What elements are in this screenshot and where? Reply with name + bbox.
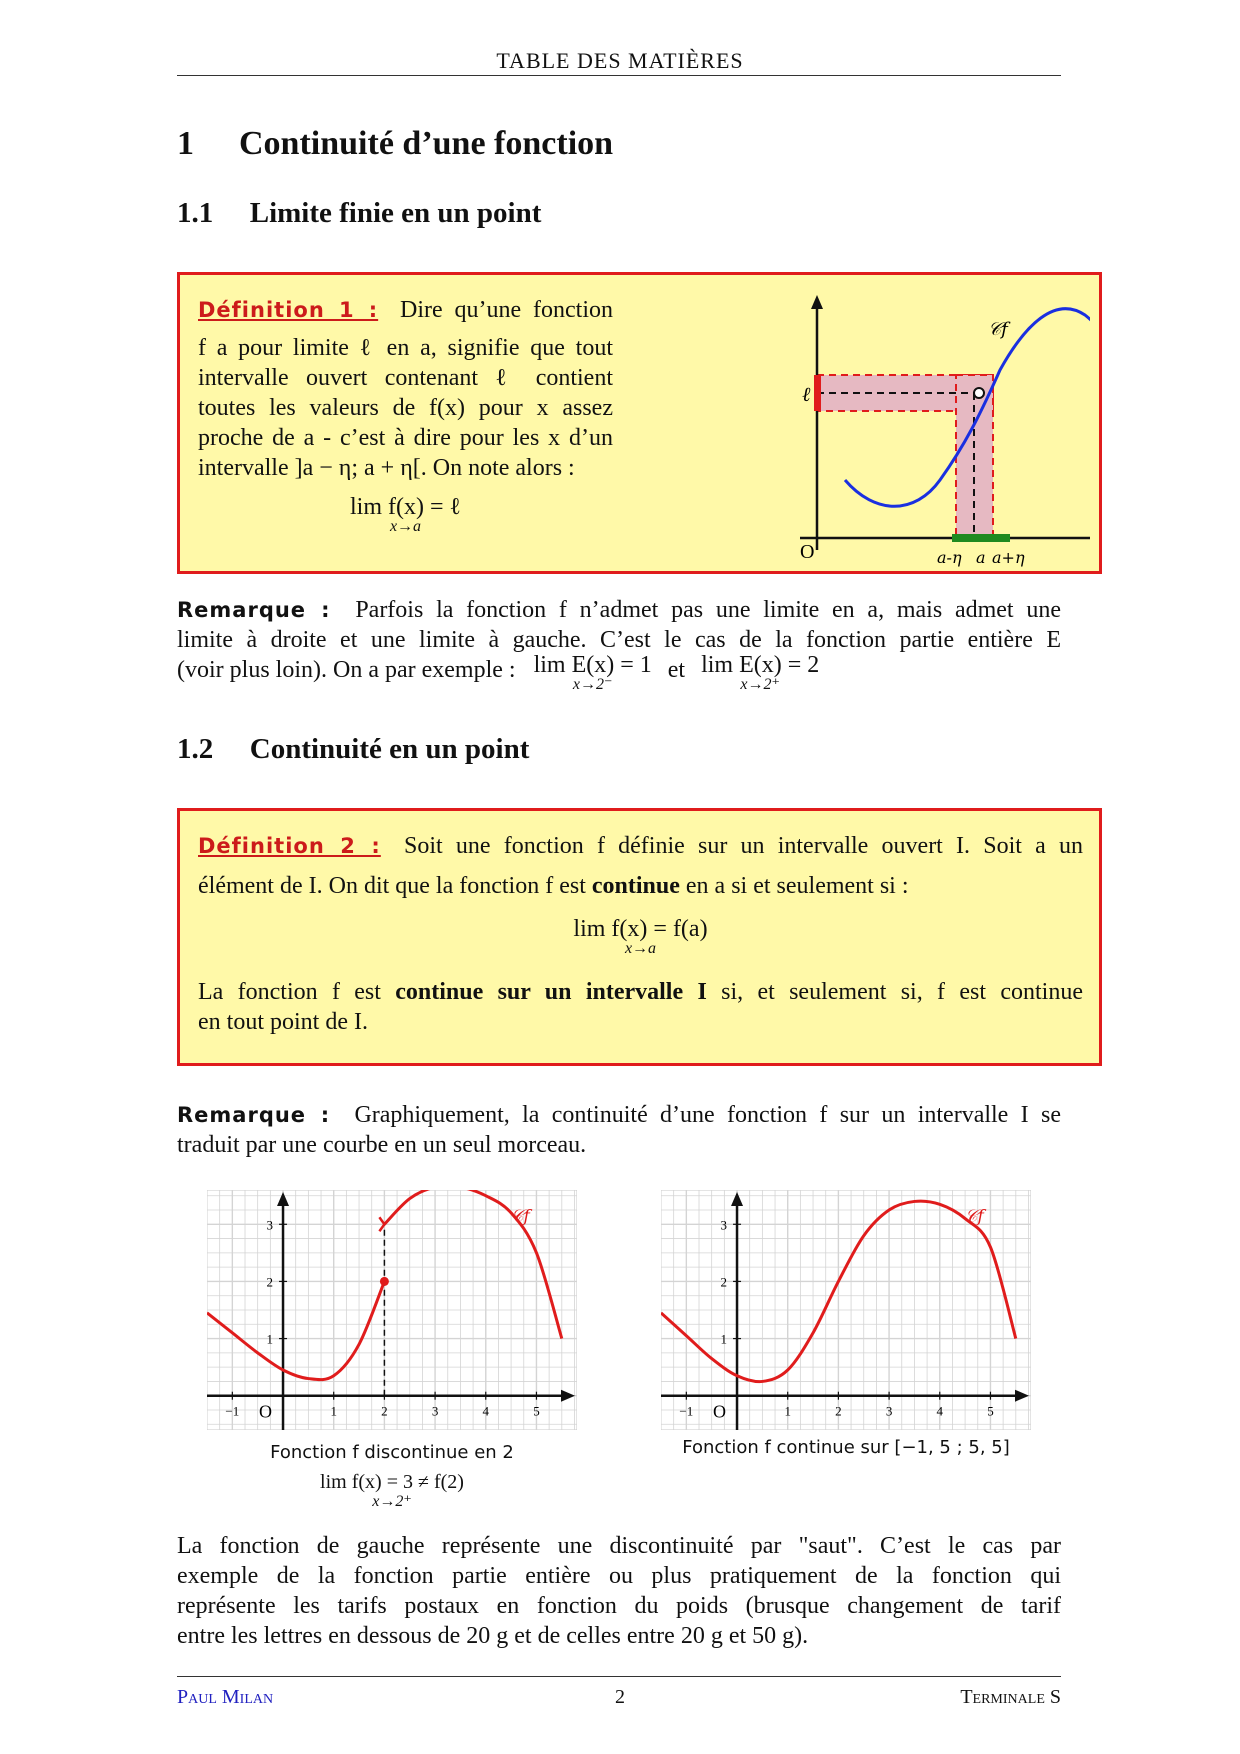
x-tick-label: 3 (431, 1403, 439, 1419)
graph-left-formula (207, 1472, 577, 1512)
remark-1-line: Parfois la fonction f n’admet pas une limite en a, mais admet une (355, 597, 1062, 623)
remark-1-limit-left: lim E(x) = 1 (533, 652, 652, 678)
tick-label-a: a (976, 548, 986, 567)
definition-2-box (177, 808, 1102, 1066)
definition-1-formula (198, 494, 613, 537)
footer-author: Paul Milan (177, 1686, 274, 1708)
y-tick-label: 3 (720, 1217, 728, 1233)
remark-1-limit-right-sub: x→2⁺ (740, 676, 780, 693)
definition-1-line: proche de a - c’est à dire pour les x d’un (198, 425, 613, 451)
formula-main: lim f(x) = f(a) (573, 916, 708, 942)
a-interval (952, 534, 1010, 542)
definition-1-line: toutes les valeurs de f(x) pour x assez (198, 395, 613, 421)
closed-point (380, 1277, 389, 1286)
section-title-text: Continuité d’une fonction (239, 125, 614, 162)
x-tick-label: 5 (533, 1403, 540, 1419)
formula-subscript: x→a (624, 940, 657, 957)
definition-1-line: Dire qu’une fonction (400, 297, 614, 323)
graph-left-caption: Fonction f discontinue en 2 (270, 1442, 514, 1463)
subsection-1-2-title (177, 733, 529, 766)
origin-label: O (259, 1401, 273, 1422)
definition-1-line: intervalle ]a − η; a + η[. On note alors : (198, 455, 575, 481)
remark-2-line: Graphiquement, la continuité d’une fonction f sur un intervalle I se (354, 1102, 1062, 1128)
subsection-1-1-title (177, 197, 541, 230)
subsection-title-text: Continuité en un point (249, 733, 530, 765)
definition-1-label: Définition 1 : (198, 298, 379, 322)
remark-2-label: Remarque : (177, 1103, 331, 1127)
remark-1-connector: et (667, 657, 686, 683)
x-tick-label: 4 (936, 1403, 944, 1419)
formula-subscript: x→a (389, 518, 422, 535)
remark-2-line: traduit par une courbe en un seul morceau. (177, 1132, 587, 1158)
definition-2-line: en tout point de I. (198, 1009, 368, 1035)
tick-label-a-plus-eta: a+η (992, 548, 1025, 567)
definition-2-line: si, et seulement si, f est continue (706, 979, 1083, 1005)
subsection-number: 1.1 (177, 197, 214, 229)
header-rule (177, 75, 1061, 76)
footer-class: Terminale S (960, 1686, 1061, 1708)
x-tick-label: −1 (225, 1403, 240, 1419)
y-tick-label: 1 (266, 1331, 274, 1347)
definition-2-line: en a si et seulement si : (679, 873, 909, 899)
definition-1-text (198, 295, 613, 537)
remark-1-line: (voir plus loin). On a par exemple : (177, 657, 516, 683)
ell-label: ℓ (802, 382, 811, 406)
remark-2 (177, 1100, 1061, 1160)
y-tick-label: 1 (720, 1331, 728, 1347)
section-title (177, 125, 613, 163)
origin-label: O (713, 1401, 727, 1422)
formula-subscript: x→2⁺ (372, 1493, 412, 1510)
tick-label-a-minus-eta: a-η (937, 548, 962, 567)
y-tick-label: 2 (720, 1274, 728, 1290)
origin-label: O (800, 541, 815, 563)
remark-1-limit-right: lim E(x) = 2 (701, 652, 820, 678)
x-tick-label: 2 (381, 1403, 388, 1419)
conclusion-line: exemple de la fonction partie entière ou plus pratiquement de la fonction qui (177, 1563, 1061, 1589)
conclusion-line: représente les tarifs postaux en fonction du poids (brusque changement de tarif (177, 1593, 1061, 1619)
y-tick-label: 3 (266, 1217, 274, 1233)
graph-left (207, 1190, 577, 1430)
remark-1-line: limite à droite et une limite à gauche. C’est le cas de la fonction partie entière E (177, 627, 1061, 653)
curve-label: 𝒞f (511, 1206, 530, 1227)
definition-2-line: La fonction f est (198, 979, 396, 1005)
ell-interval (814, 375, 821, 411)
formula-main: lim f(x) = 3 ≠ f(2) (320, 1471, 464, 1493)
x-tick-label: 4 (482, 1403, 490, 1419)
section-number: 1 (177, 125, 194, 162)
x-tick-label: 2 (835, 1403, 842, 1419)
y-axis-arrow (811, 295, 823, 309)
remark-1-limit-left-sub: x→2⁻ (572, 676, 613, 693)
graph-right-caption: Fonction f continue sur [−1, 5 ; 5, 5] (682, 1437, 1010, 1458)
subsection-title-text: Limite finie en un point (249, 197, 542, 229)
remark-1 (177, 595, 1061, 695)
conclusion-line: La fonction de gauche représente une discontinuité par "saut". C’est le cas par (177, 1533, 1061, 1559)
conclusion-paragraph (177, 1531, 1061, 1651)
y-tick-label: 2 (266, 1274, 274, 1290)
footer-rule (177, 1676, 1061, 1677)
conclusion-line: entre les lettres en dessous de 20 g et de celles entre 20 g et 50 g). (177, 1623, 809, 1649)
formula-main: lim f(x) = ℓ (349, 494, 461, 520)
limit-figure (690, 285, 1090, 570)
limit-point (974, 388, 984, 398)
definition-2-label: Définition 2 : (198, 834, 381, 858)
graph-right (661, 1190, 1031, 1430)
x-tick-label: 5 (987, 1403, 994, 1419)
x-tick-label: 1 (330, 1403, 337, 1419)
running-header: TABLE DES MATIÈRES (496, 48, 744, 73)
definition-2-text (198, 831, 1083, 1037)
definition-1-line: f a pour limite ℓ en a, signifie que tout (198, 335, 613, 361)
x-tick-label: 1 (784, 1403, 791, 1419)
subsection-number: 1.2 (177, 733, 214, 765)
definition-1-line: intervalle ouvert contenant ℓ contient (198, 365, 613, 391)
definition-2-bold: continue (591, 873, 680, 899)
definition-2-line: élément de I. On dit que la fonction f est (198, 873, 592, 899)
definition-1-box (177, 272, 1102, 574)
curve-label: 𝒞f (988, 319, 1008, 340)
definition-2-line: Soit une fonction f définie sur un intervalle ouvert I. Soit a un (404, 833, 1083, 859)
x-tick-label: 3 (885, 1403, 893, 1419)
definition-2-formula (198, 916, 1083, 959)
x-tick-label: −1 (679, 1403, 694, 1419)
definition-2-bold: continue sur un intervalle I (395, 979, 707, 1005)
remark-1-label: Remarque : (177, 598, 331, 622)
footer-page-number: 2 (615, 1686, 625, 1708)
curve-label: 𝒞f (965, 1206, 984, 1227)
